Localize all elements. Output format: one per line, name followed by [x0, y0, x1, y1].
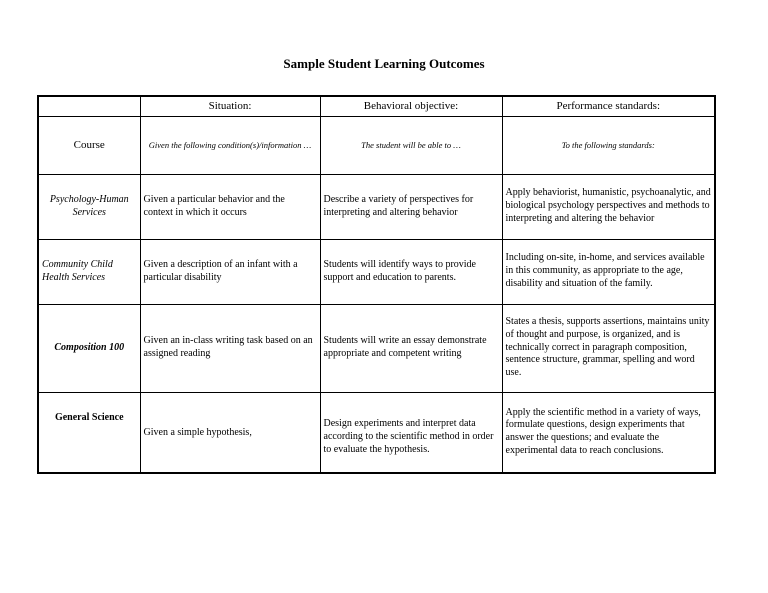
course-cell: Composition 100 — [38, 304, 140, 392]
performance-cell: Including on-site, in-home, and services available in this community, as appropriate to the age, disability and situation of the family. — [502, 239, 715, 304]
behavioral-cell: Describe a variety of perspectives for interpreting and altering behavior — [320, 174, 502, 239]
header-course: Course — [38, 116, 140, 174]
situation-cell: Given an in-class writing task based on an assigned reading — [140, 304, 320, 392]
header-situation: Situation: — [140, 96, 320, 116]
table-row — [38, 304, 715, 392]
course-cell: Psychology-Human Services — [38, 174, 140, 239]
performance-cell: States a thesis, supports assertions, maintains unity of thought and purpose, is organized, and is technically correct in paragraph composition, sentence structure, grammar, spelling and word use. — [502, 304, 715, 392]
performance-cell: Apply behaviorist, humanistic, psychoanalytic, and biological psychology perspectives and methods to interpreting and altering the behavior — [502, 174, 715, 239]
situation-cell: Given a particular behavior and the context in which it occurs — [140, 174, 320, 239]
performance-cell: Apply the scientific method in a variety of ways, formulate questions, design experiments that answer the questions; and evaluate the experimental data to reach conclusions. — [502, 392, 715, 473]
header-row — [38, 96, 715, 116]
behavioral-cell: Students will write an essay demonstrate appropriate and competent writing — [320, 304, 502, 392]
subheader-performance: To the following standards: — [502, 116, 715, 174]
page-title: Sample Student Learning Outcomes — [283, 56, 485, 71]
learning-outcomes-table — [37, 95, 716, 474]
header-performance-standards: Performance standards: — [502, 96, 715, 116]
header-blank-cell — [38, 96, 140, 116]
subheader-row — [38, 116, 715, 174]
situation-cell: Given a description of an infant with a particular disability — [140, 239, 320, 304]
situation-cell: Given a simple hypothesis, — [140, 392, 320, 473]
table-row — [38, 392, 715, 473]
course-cell: Community Child Health Services — [38, 239, 140, 304]
behavioral-cell: Students will identify ways to provide support and education to parents. — [320, 239, 502, 304]
table-row — [38, 239, 715, 304]
header-behavioral-objective: Behavioral objective: — [320, 96, 502, 116]
subheader-behavioral: The student will be able to … — [320, 116, 502, 174]
behavioral-cell: Design experiments and interpret data according to the scientific method in order to evaluate the hypothesis. — [320, 392, 502, 473]
course-cell: General Science — [38, 392, 140, 473]
subheader-situation: Given the following condition(s)/information … — [140, 116, 320, 174]
table-row — [38, 174, 715, 239]
